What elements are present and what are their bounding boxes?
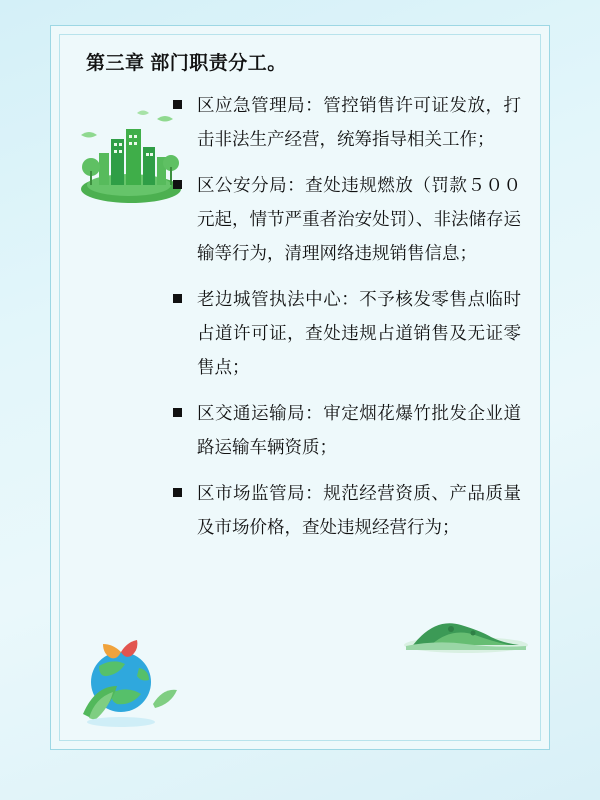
bullet-icon [173,180,182,189]
list-item [171,282,521,384]
list-item-text: 老边城管执法中心：不予核发零售点临时占道许可证，查处违规占道销售及无证零售点； [197,289,521,377]
list-item [171,168,521,270]
bullet-icon [173,488,182,497]
bullet-icon [173,408,182,417]
content-body [171,88,521,556]
document-card [50,25,550,750]
green-hill-icon [401,599,531,654]
green-city-icon [71,101,186,211]
list-item [171,476,521,544]
list-item [171,396,521,464]
eco-globe-icon [69,634,189,729]
list-item [171,88,521,156]
list-item-text: 区交通运输局：审定烟花爆竹批发企业道路运输车辆资质； [197,403,521,457]
list-item-text: 区应急管理局：管控销售许可证发放，打击非法生产经营，统筹指导相关工作； [197,95,521,149]
bullet-icon [173,294,182,303]
page-title: 第三章 部门职责分工。 [86,53,287,74]
responsibility-list [171,88,521,544]
list-item-text: 区公安分局：查处违规燃放（罚款５００元起，情节严重者治安处罚）、非法储存运输等行为，清理网络违规销售信息； [197,175,521,263]
bullet-icon [173,100,182,109]
list-item-text: 区市场监管局：规范经营资质、产品质量及市场价格，查处违规经营行为； [197,483,521,537]
